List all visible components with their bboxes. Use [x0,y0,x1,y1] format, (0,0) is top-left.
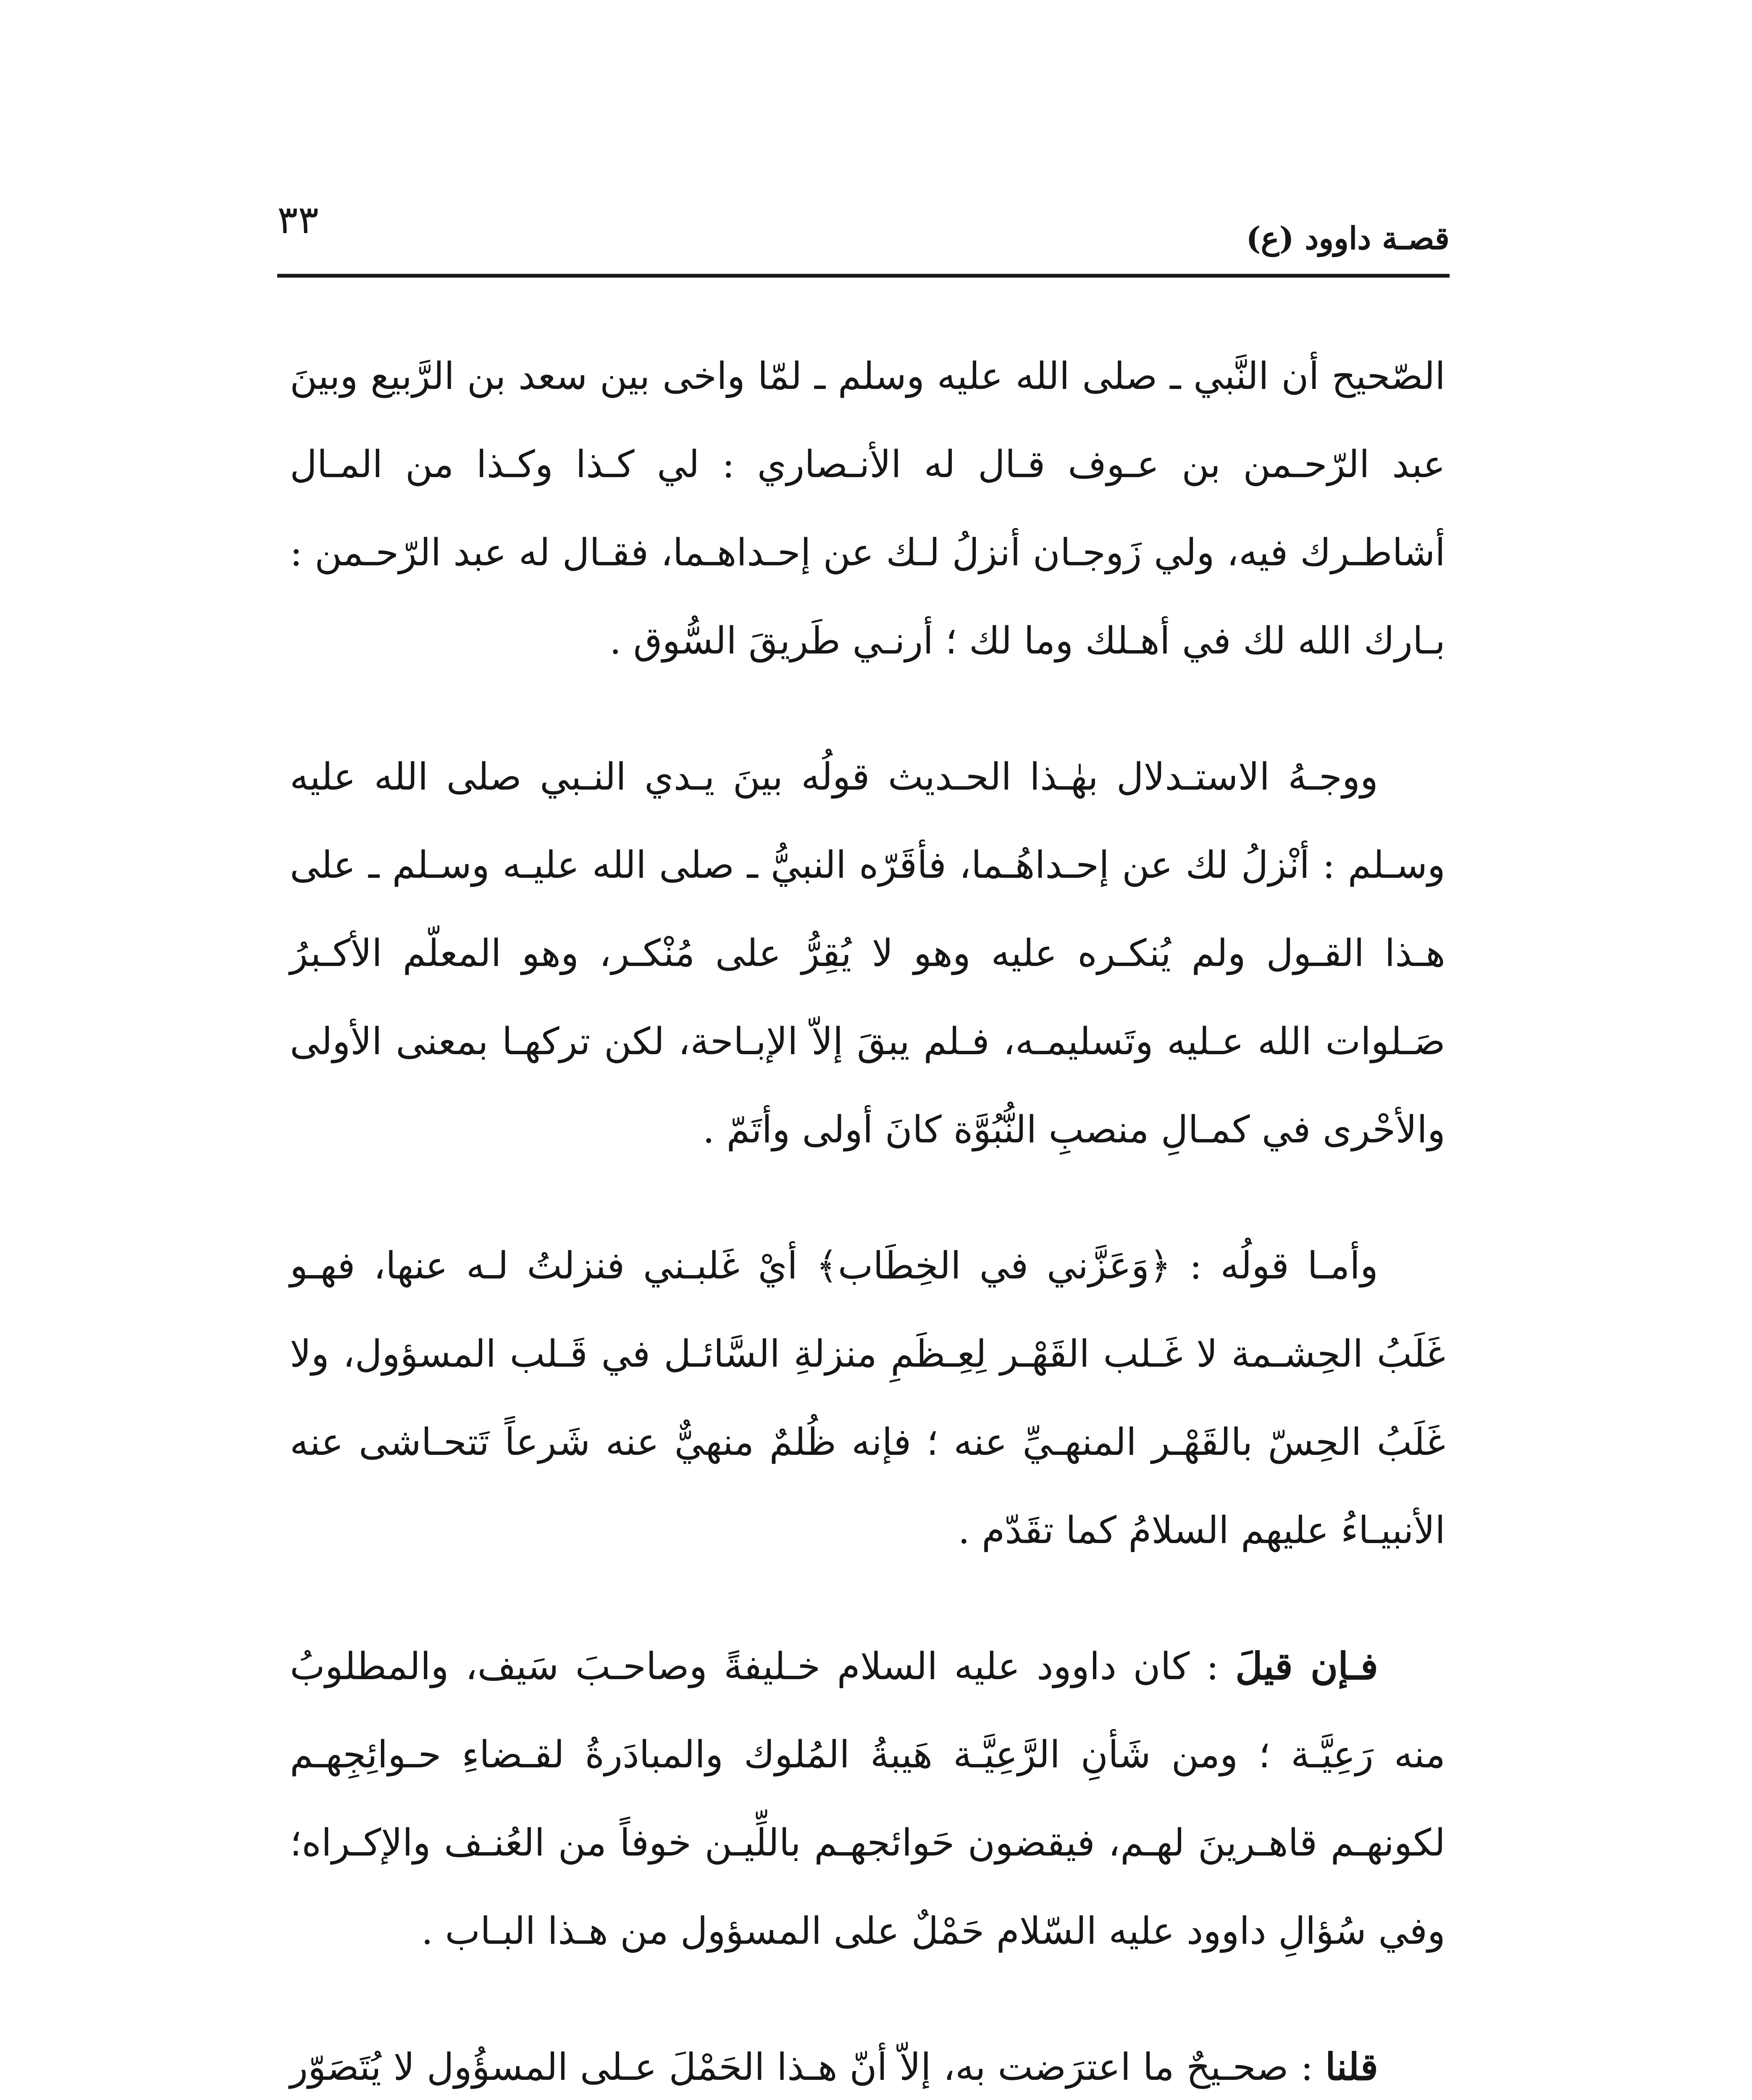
paragraph-2-text: ووجـهُ الاستـدلال بهٰـذا الحـديث قولُه بينَ يـدي النـبي صلى الله عليه وسـلم : أنْزلُ لك عن إحـداهُـما، فأقَرّه النبيُّ ـ صلى الله عليـه وسـلم ـ على هـذا القـول ولم يُنكـره عليه وهو لا يُقِرُّ على مُنْكـر، وهو المعلّم الأكـبرُ صَـلوات الله عـليه وتَسليمـه، فـلم يبقَ إلاّ الإبـاحة، لكن تركهـا بمعنى الأولى والأحْرى في كمـالِ منصبِ النُّبُوَّة كانَ أولى وأتَمّ . [290,755,1445,1151]
paragraph-5-text: : صحـيحٌ ما اعترَضت به، إلاّ أنّ هـذا الحَمْلَ عـلى المسؤُول لا يُتَصَوّر [290,2045,1313,2089]
paragraph-3 [290,1221,1445,1574]
paragraph-5 [290,2023,1445,2100]
paragraph-4-lead: فـإن قيلَ [1235,1644,1378,1688]
paragraph-1 [290,332,1445,685]
paragraph-2 [290,732,1445,1173]
header-rule [277,274,1450,278]
paragraph-5-lead: قلنا [1325,2045,1378,2089]
body-text [290,332,1445,2100]
page-number: ٣٣ [277,197,319,242]
paragraph-4-text: : كان داوود عليه السلام خـليفةً وصاحـبَ سَيف، والمطلوبُ منه رَعِيَّـة ؛ ومن شَأنِ الرَّعِيَّـة هَيبةُ المُلوك والمبادَرةُ لقـضاءِ حـوائِجِهـم لكونهـم قاهـرينَ لهـم، فيقضون حَوائجهـم باللِّيـن خوفاً من العُنـف والإكـراه؛ وفي سُؤالِ داوود عليه السّلام حَمْلٌ على المسؤول من هـذا البـاب . [290,1644,1445,1953]
paragraph-1-text: الصّحيح أن النَّبي ـ صلى الله عليه وسلم ـ لمّا واخى بين سعد بن الرَّبيع وبينَ عبد الرّحـمن بن عـوف قـال له الأنـصاري : لي كـذا وكـذا من المـال أشاطـرك فيه، ولي زَوجـان أنزلُ لـك عن إحـداهـما، فقـال له عبد الرّحـمن : بـارك الله لك في أهـلك وما لك ؛ أرنـي طَريقَ السُّوق . [290,354,1445,662]
paragraph-3-text: وأمـا قولُه : ﴿وَعَزَّني في الخِطَاب﴾ أيْ غَلبـني فنزلتُ لـه عنها، فهـو غَلَبُ الحِشـمة لا غَـلب القَهْـر لِعِـظَمِ منزلةِ السَّائـل في قَـلب المسؤول، ولا غَلَبُ الحِسّ بالقَهْـر المنهـيِّ عنه ؛ فإنه ظُلمٌ منهيٌّ عنه شَرعاً تَتحـاشى عنه الأنبيـاءُ عليهم السلامُ كما تقَدّم . [290,1244,1445,1552]
page-header [277,197,1450,273]
paragraph-4 [290,1622,1445,1975]
running-title: قصـة داوود (ع) [1246,220,1450,257]
